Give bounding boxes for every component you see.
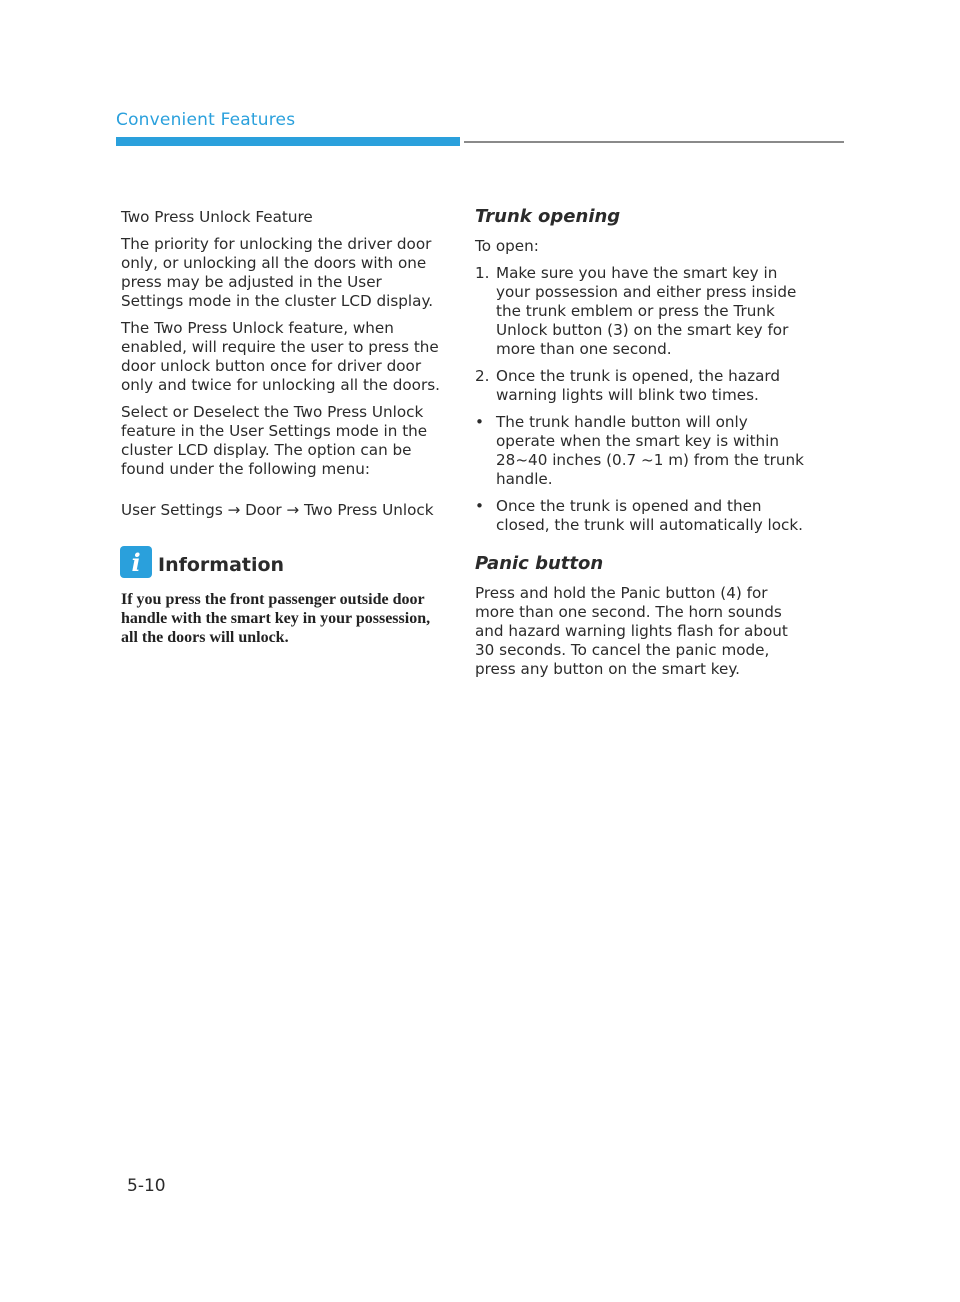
list-item	[475, 367, 805, 405]
list-marker: 2.	[475, 367, 490, 385]
panic-body: Press and hold the Panic button (4) for more than one second. The horn sounds and hazard warning lights flash for about 30 seconds. To cancel the panic mode, press any button on the smart key.	[475, 584, 788, 678]
list-item	[475, 264, 805, 359]
paragraph: The Two Press Unlock feature, when enabled, will require the user to press the door unlock button once for driver door only and twice for unlocking all the doors.	[121, 319, 440, 394]
left-column	[121, 208, 446, 647]
right-column	[475, 206, 805, 687]
information-title: Information	[158, 554, 285, 576]
list-marker: 1.	[475, 264, 490, 282]
information-body: If you press the front passenger outside door handle with the smart key in your possession, all the doors will unlock.	[121, 591, 431, 646]
two-press-subheading: Two Press Unlock Feature	[121, 208, 313, 226]
page-number: 5-10	[127, 1176, 166, 1196]
trunk-intro: To open:	[475, 237, 539, 255]
menu-path: User Settings → Door → Two Press Unlock	[121, 501, 434, 519]
bullet-marker: •	[475, 497, 484, 515]
bullet-marker: •	[475, 413, 484, 431]
paragraph: Select or Deselect the Two Press Unlock feature in the User Settings mode in the cluster LCD display. The option can be found under the following menu:	[121, 403, 428, 478]
list-item-text: Once the trunk is opened and then closed, the trunk will automatically lock.	[496, 497, 803, 534]
list-item-text: The trunk handle button will only operate when the smart key is within 28~40 inches (0.7 ~1 m) from the trunk handle.	[496, 413, 804, 488]
paragraph: The priority for unlocking the driver door only, or unlocking all the doors with one press may be adjusted in the User Settings mode in the cluster LCD display.	[121, 235, 434, 310]
trunk-opening-heading: Trunk opening	[475, 206, 621, 227]
panic-button-heading: Panic button	[475, 553, 604, 574]
list-item	[475, 413, 805, 489]
header-rule	[464, 141, 844, 143]
list-item-text: Make sure you have the smart key in your possession and either press inside the trunk emblem or press the Trunk Unlock button (3) on the smart key for more than one second.	[496, 264, 797, 358]
list-item	[475, 497, 805, 535]
information-header	[120, 546, 446, 578]
information-icon: i	[120, 546, 152, 578]
list-item-text: Once the trunk is opened, the hazard warning lights will blink two times.	[496, 367, 781, 404]
section-title: Convenient Features	[116, 110, 296, 130]
header-accent-bar	[116, 137, 460, 146]
